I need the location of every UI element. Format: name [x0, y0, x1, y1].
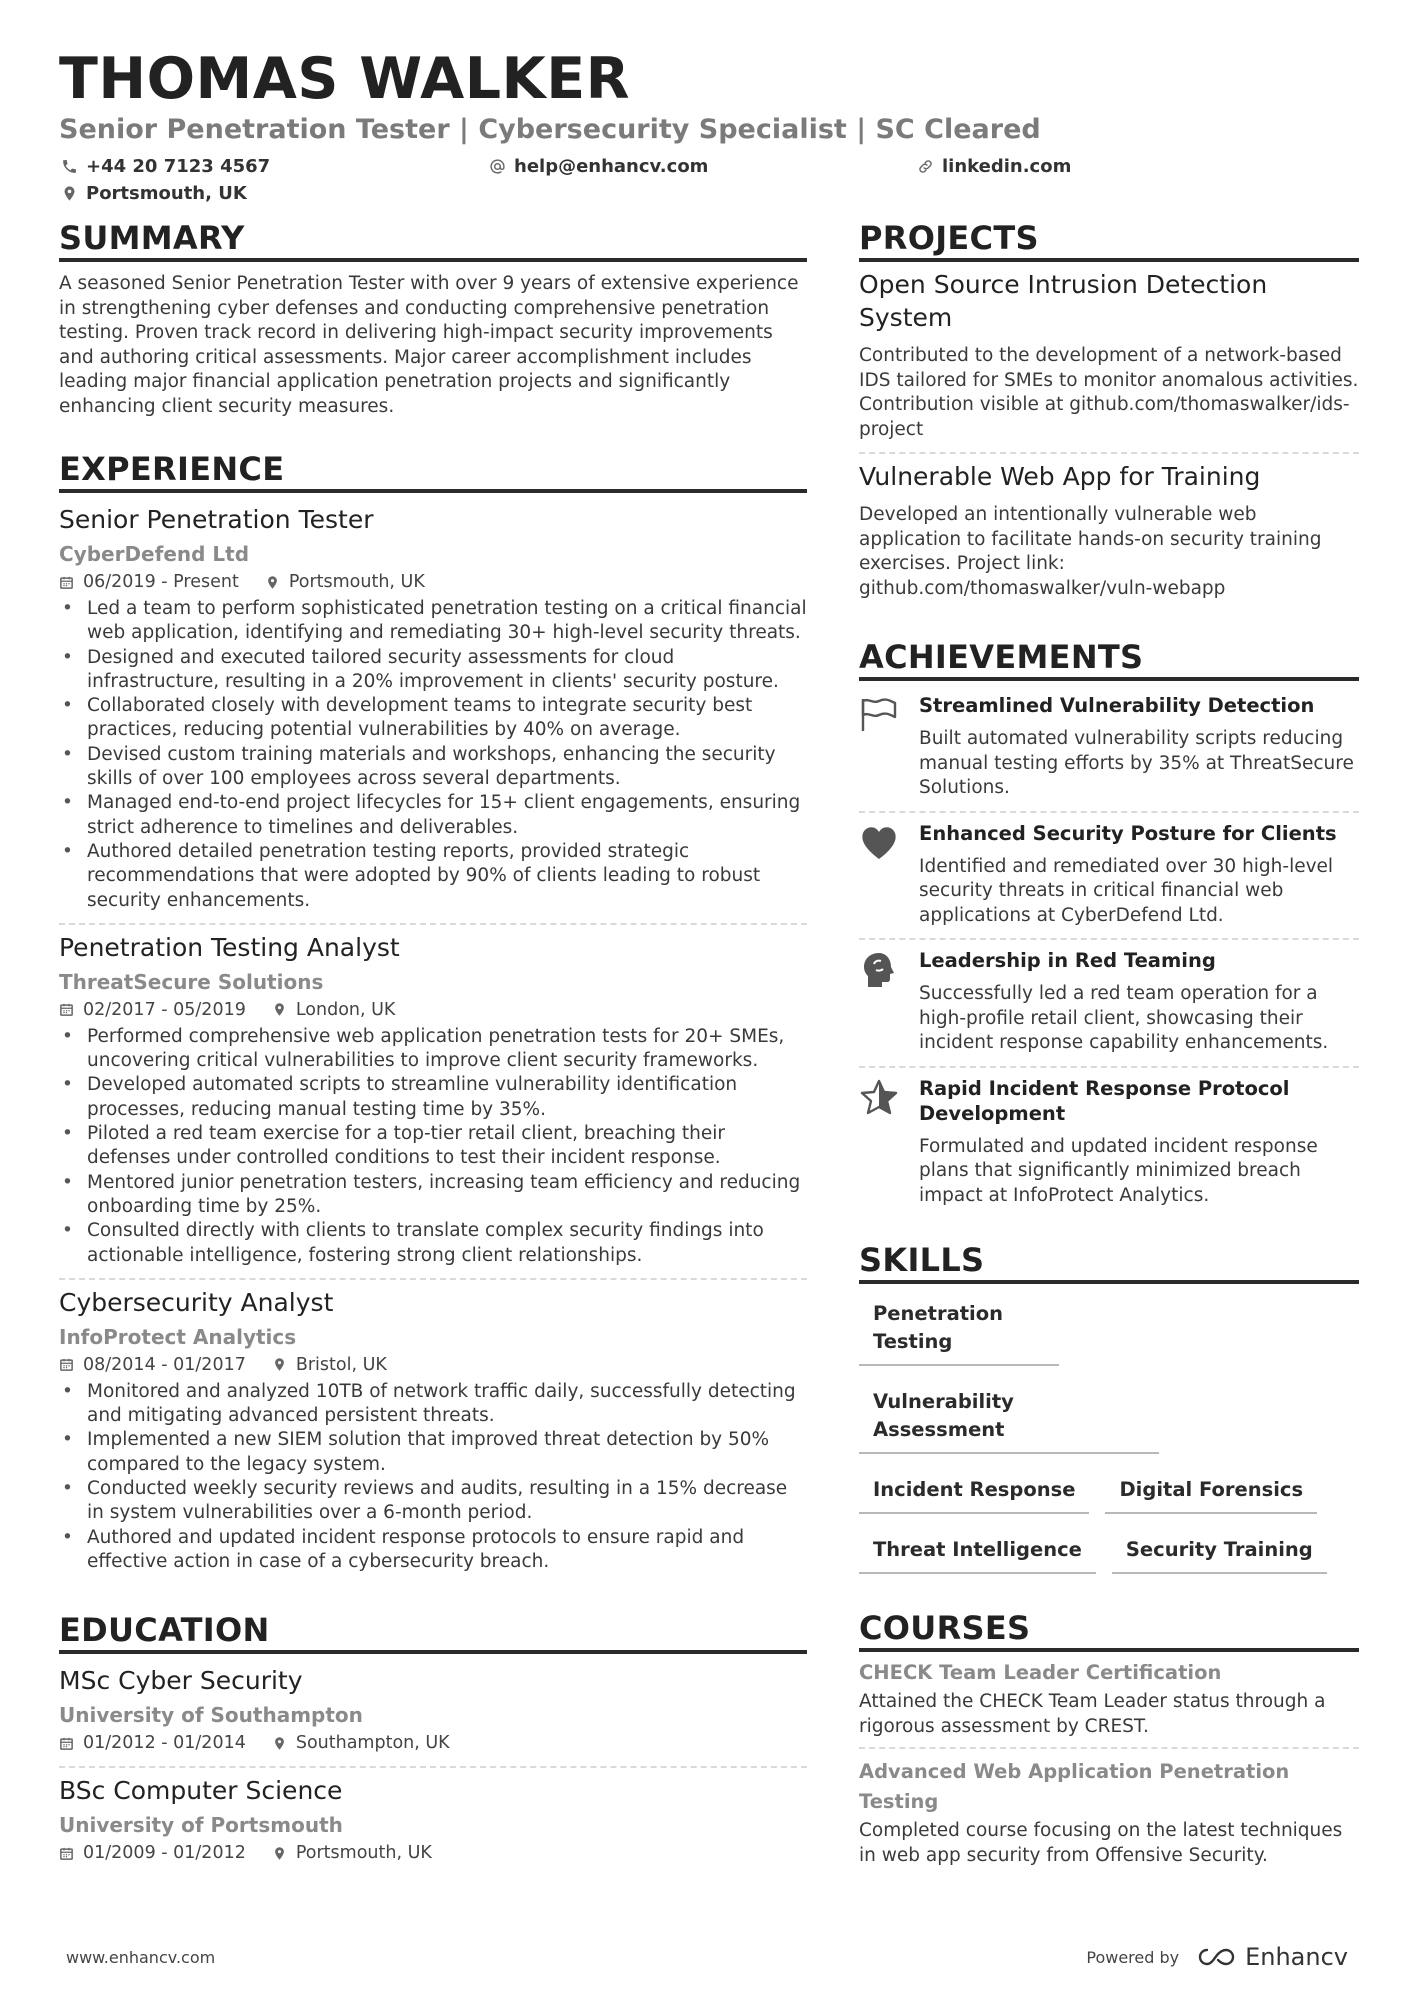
education-dates: 01/2009 - 01/2012 [83, 1843, 246, 1864]
projects-heading: PROJECTS [859, 218, 1359, 262]
bullet-item: • Conducted weekly security reviews and audits, resulting in a 15% decrease in system vulnerabilities over a 6-month period. [59, 1477, 807, 1526]
skill-tag: Penetration Testing [859, 1300, 1059, 1366]
bullet-item: • Authored and updated incident response protocols to ensure rapid and effective action in case of a cybersecurity breach. [59, 1526, 807, 1575]
education-heading: EDUCATION [59, 1610, 807, 1654]
right-column [859, 218, 1359, 1906]
course-description: Completed course focusing on the latest techniques in web app security from Offensive Security. [859, 1820, 1343, 1866]
location-pin-icon [272, 1357, 287, 1372]
achievement-entry [859, 813, 1359, 941]
experience-section [59, 449, 807, 1584]
bullet-item: • Devised custom training materials and workshops, enhancing the security skills of over 100 employees across several departments. [59, 743, 807, 792]
bullet-item: • Performed comprehensive web application penetration tests for 20+ SMEs, uncovering critical vulnerabilities to improve client security frameworks. [59, 1025, 807, 1074]
calendar-icon [59, 1846, 74, 1861]
achievement-entry [859, 940, 1359, 1068]
course-description: Attained the CHECK Team Leader status through a rigorous assessment by CREST. [859, 1691, 1326, 1737]
experience-entry [59, 497, 807, 925]
course-title: Advanced Web Application Penetration Testing [859, 1760, 1290, 1813]
candidate-headline: Senior Penetration Tester | Cybersecurity Specialist | SC Cleared [59, 114, 1041, 145]
bullet-item: • Designed and executed tailored security assessments for cloud infrastructure, resulting in a 20% improvement in clients' security posture. [59, 646, 807, 695]
project-entry [859, 268, 1359, 454]
achievement-description: Formulated and updated incident response plans that significantly minimized breach impact at InfoProtect Analytics. [919, 1135, 1318, 1206]
project-entry [859, 454, 1359, 611]
education-entry [59, 1768, 807, 1876]
bullet-item: • Monitored and analyzed 10TB of network traffic daily, successfully detecting and mitigating advanced persistent threats. [59, 1380, 807, 1429]
project-title: Vulnerable Web App for Training [859, 462, 1261, 491]
skills-section [859, 1240, 1359, 1574]
powered-by [1086, 1943, 1348, 1971]
flag-icon [859, 695, 899, 735]
at-icon [489, 158, 506, 175]
location-pin-icon [272, 1846, 287, 1861]
achievement-title: Leadership in Red Teaming [919, 949, 1216, 972]
linkedin-text: linkedin.com [942, 156, 1072, 177]
skill-tag: Digital Forensics [1105, 1476, 1317, 1514]
achievements-section [859, 637, 1359, 1218]
location-pin-icon [272, 1736, 287, 1751]
powered-by-label: Powered by [1086, 1947, 1180, 1967]
job-dates: 02/2017 - 05/2019 [83, 999, 246, 1020]
school-name: University of Southampton [59, 1703, 363, 1728]
experience-heading: EXPERIENCE [59, 449, 807, 493]
job-title: Cybersecurity Analyst [59, 1287, 334, 1317]
education-entry [59, 1658, 807, 1768]
contact-linkedin[interactable] [917, 156, 1071, 177]
course-title: CHECK Team Leader Certification [859, 1661, 1222, 1684]
achievement-title: Rapid Incident Response Protocol Development [919, 1076, 1290, 1125]
achievement-entry [859, 685, 1359, 813]
phone-text: +44 20 7123 4567 [86, 156, 271, 177]
education-meta [59, 1840, 807, 1866]
brand-logo[interactable] [1193, 1943, 1348, 1971]
contact-location [61, 183, 247, 204]
bullet-item: • Consulted directly with clients to translate complex security findings into actionable intelligence, fostering strong client relationships. [59, 1219, 807, 1268]
calendar-icon [59, 1736, 74, 1751]
education-location: Portsmouth, UK [295, 1843, 432, 1864]
skills-list [859, 1294, 1359, 1574]
link-icon [917, 158, 934, 175]
location-pin-icon [272, 1002, 287, 1017]
experience-entry [59, 925, 807, 1280]
brand-name: Enhancv [1245, 1943, 1348, 1971]
email-text: help@enhancv.com [514, 156, 709, 177]
course-entry [859, 1749, 1359, 1876]
achievement-description: Built automated vulnerability scripts reducing manual testing efforts by 35% at ThreatSecure Solutions. [919, 728, 1354, 798]
bullet-item: • Authored detailed penetration testing reports, provided strategic recommendations that were adopted by 90% of clients leading to robust security enhancements. [59, 840, 807, 913]
skills-heading: SKILLS [859, 1240, 1359, 1284]
project-description: Developed an intentionally vulnerable web application to facilitate hands-on security training exercises. Project link: github.com/thomaswalker/vuln-webapp [859, 504, 1322, 599]
summary-text: A seasoned Senior Penetration Tester with over 9 years of extensive experience in strengthening cyber defenses and conducting comprehensive penetration testing. Proven track record in delivering high-impact security improvements and authoring critical assessments. Major career accomplishment includes leading major financial application penetration projects and significantly enhancing client security measures. [59, 273, 799, 417]
bullet-item: • Developed automated scripts to streamline vulnerability identification processes, reducing manual testing time by 35%. [59, 1073, 807, 1122]
calendar-icon [59, 575, 74, 590]
job-meta [59, 569, 807, 595]
contact-phone[interactable] [61, 156, 270, 177]
courses-heading: COURSES [859, 1608, 1359, 1652]
achievement-title: Enhanced Security Posture for Clients [919, 821, 1337, 845]
head-icon [859, 950, 899, 990]
footer-website[interactable]: www.enhancv.com [66, 1947, 216, 1967]
bullet-item: • Collaborated closely with development teams to integrate security best practices, reducing potential vulnerabilities by 40% on average. [59, 694, 807, 743]
bullet-item: • Managed end-to-end project lifecycles for 15+ client engagements, ensuring strict adherence to timelines and deliverables. [59, 791, 807, 840]
calendar-icon [59, 1357, 74, 1372]
job-dates: 06/2019 - Present [83, 572, 239, 592]
job-title: Senior Penetration Tester [59, 505, 374, 534]
location-pin-icon [61, 185, 78, 202]
project-title: Open Source Intrusion Detection System [859, 270, 1268, 332]
summary-heading: SUMMARY [59, 218, 807, 262]
skill-tag: Vulnerability Assessment [859, 1388, 1159, 1454]
bullet-item: • Piloted a red team exercise for a top-tier retail client, breaching their defenses under controlled conditions to test their incident response. [59, 1122, 807, 1171]
contact-email[interactable] [489, 156, 708, 177]
candidate-name: THOMAS WALKER [59, 46, 631, 112]
job-location: Portsmouth, UK [288, 572, 425, 592]
achievement-entry [859, 1068, 1359, 1219]
degree-title: BSc Computer Science [59, 1776, 343, 1806]
left-column [59, 218, 807, 1906]
job-title: Penetration Testing Analyst [59, 932, 400, 962]
education-dates: 01/2012 - 01/2014 [83, 1733, 246, 1754]
company-name: InfoProtect Analytics [59, 1324, 297, 1349]
project-description: Contributed to the development of a network-based IDS tailored for SMEs to monitor anomalous activities. Contribution visible at github.com/thomaswalker/ids-project [859, 345, 1359, 440]
company-name: ThreatSecure Solutions [59, 969, 324, 994]
school-name: University of Portsmouth [59, 1813, 343, 1838]
bullet-item: • Led a team to perform sophisticated penetration testing on a critical financial web application, identifying and remediating 30+ high-level security threats. [59, 597, 807, 646]
page-footer [66, 1943, 1348, 1971]
star-icon [859, 1078, 899, 1118]
company-name: CyberDefend Ltd [59, 542, 250, 566]
job-dates: 08/2014 - 01/2017 [83, 1354, 246, 1375]
job-bullets [59, 597, 807, 913]
education-location: Southampton, UK [295, 1733, 450, 1754]
phone-icon [61, 158, 78, 175]
skill-tag: Threat Intelligence [859, 1536, 1096, 1574]
courses-section [859, 1608, 1359, 1876]
bullet-item: • Mentored junior penetration testers, increasing team efficiency and reducing onboarding time by 25%. [59, 1171, 807, 1220]
education-section [59, 1610, 807, 1876]
job-meta [59, 1352, 807, 1378]
summary-section [59, 218, 807, 419]
job-bullets [59, 1380, 807, 1574]
bullet-item: • Implemented a new SIEM solution that improved threat detection by 50% compared to the legacy system. [59, 1428, 807, 1477]
experience-entry [59, 1280, 807, 1584]
course-entry [859, 1656, 1359, 1749]
job-bullets [59, 1025, 807, 1268]
heart-icon [859, 823, 899, 863]
contact-info [59, 152, 1359, 206]
location-pin-icon [265, 575, 280, 590]
projects-section [859, 218, 1359, 611]
job-meta [59, 997, 807, 1023]
achievement-description: Successfully led a red team operation for a high-profile retail client, showcasing their incident response capability enhancements. [919, 983, 1329, 1053]
enhancv-logo-icon [1193, 1946, 1237, 1968]
job-location: Bristol, UK [295, 1354, 387, 1375]
degree-title: MSc Cyber Security [59, 1666, 303, 1696]
achievement-title: Streamlined Vulnerability Detection [919, 694, 1315, 717]
achievements-heading: ACHIEVEMENTS [859, 637, 1359, 681]
location-text: Portsmouth, UK [86, 183, 247, 204]
calendar-icon [59, 1002, 74, 1017]
skill-tag: Security Training [1112, 1536, 1327, 1574]
skill-tag: Incident Response [859, 1476, 1089, 1514]
achievement-description: Identified and remediated over 30 high-level security threats in critical financial web applications at CyberDefend Ltd. [919, 855, 1334, 926]
resume-header [59, 44, 1359, 206]
job-location: London, UK [295, 999, 396, 1020]
education-meta [59, 1730, 807, 1756]
